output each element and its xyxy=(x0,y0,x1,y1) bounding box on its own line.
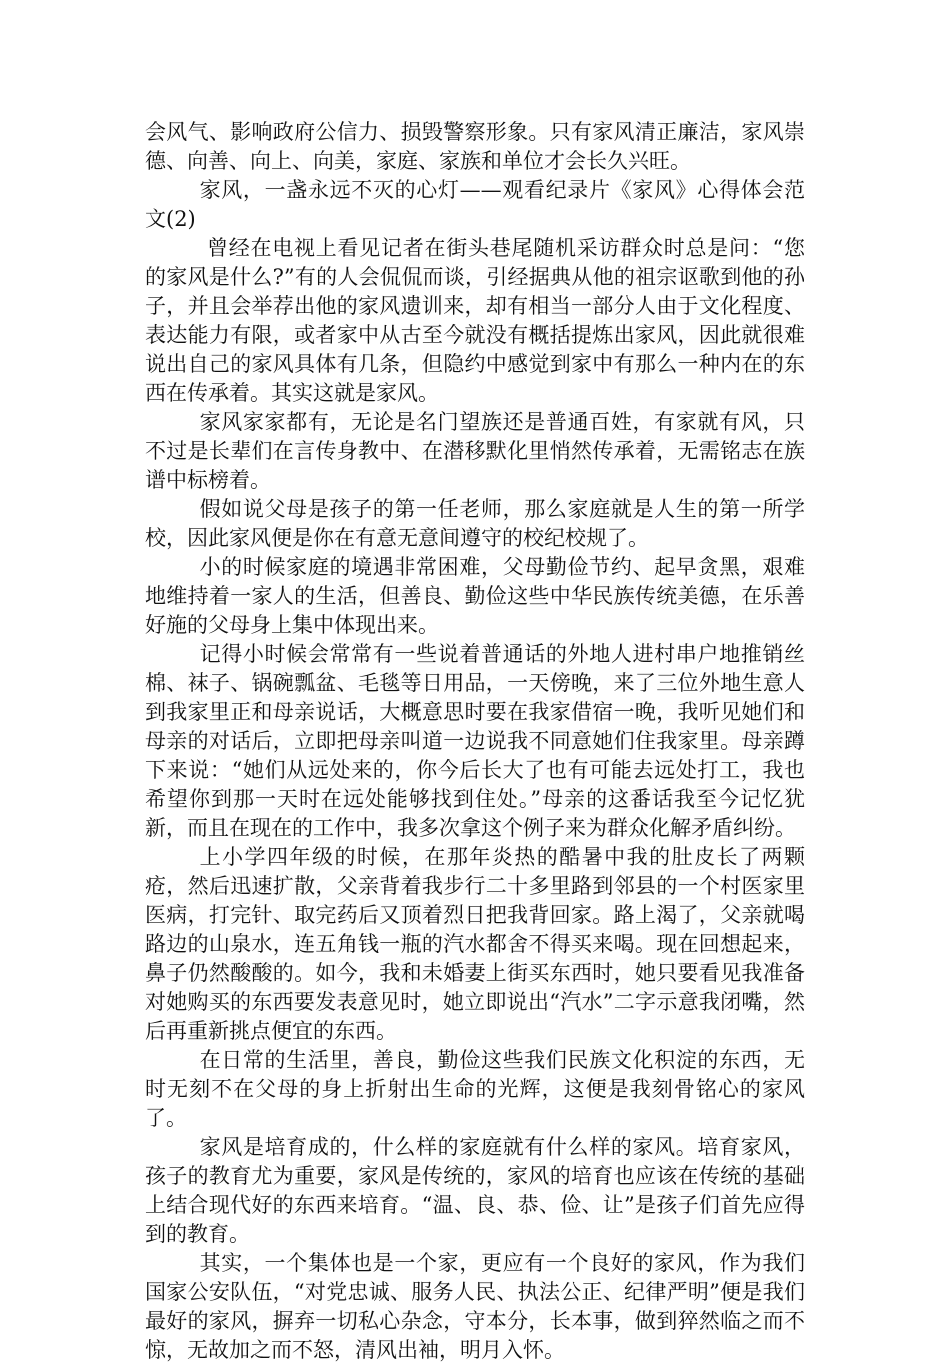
paragraph-cultivation: 家风是培育成的，什么样的家庭就有什么样的家风。培育家风，孩子的教育尤为重要，家风是传统的，家风的培育也应该在传统的基础上结合现代好的东西来培育。“温、良、恭、俭、让”是孩子们首先应得到的教育。 xyxy=(145,1135,805,1246)
paragraph-visitors: 记得小时候会常常有一些说着普通话的外地人进村串户地推销丝棉、袜子、锅碗瓢盆、毛毯等日用品，一天傍晚，来了三位外地生意人到我家里正和母亲说话，大概意思时要在我家借宿一晚，我听见她们和母亲的对话后，立即把母亲叫道一边说我不同意她们住我家里。母亲蹲下来说：“她们从远处来的，你今后长大了也有可能去远处打工，我也希望你到那一天时在远处能够找到住处。”母亲的这番话我至今记忆犹新，而且在现在的工作中，我多次拿这个例子来为群众化解矛盾纠纷。 xyxy=(145,642,805,840)
section-heading: 家风，一盏永远不灭的心灯——观看纪录片《家风》心得体会范文(2) xyxy=(145,178,805,231)
document-page xyxy=(145,118,805,1365)
paragraph-daily-life: 在日常的生活里，善良，勤俭这些我们民族文化积淀的东西，无时无刻不在父母的身上折射出生命的光辉，这便是我刻骨铭心的家风了。 xyxy=(145,1048,805,1130)
paragraph-interview: 曾经在电视上看见记者在街头巷尾随机采访群众时总是问：“您的家风是什么?”有的人会侃侃而谈，引经据典从他的祖宗讴歌到他的孙子，并且会举荐出他的家风遗训来，却有相当一部分人由于文化程度、表达能力有限，或者家中从古至今就没有概括提炼出家风，因此就很难说出自己的家风具体有几条，但隐约中感觉到家中有那么一种内在的东西在传承着。其实这就是家风。 xyxy=(145,236,805,405)
paragraph-childhood: 小的时候家庭的境遇非常困难，父母勤俭节约、起早贪黑，艰难地维持着一家人的生活，但善良、勤俭这些中华民族传统美德，在乐善好施的父母身上集中体现出来。 xyxy=(145,555,805,637)
paragraph-every-family: 家风家家都有，无论是名门望族还是普通百姓，有家就有风，只不过是长辈们在言传身教中、在潜移默化里悄然传承着，无需铭志在族谱中标榜着。 xyxy=(145,410,805,492)
paragraph-first-teacher: 假如说父母是孩子的第一任老师，那么家庭就是人生的第一所学校，因此家风便是你在有意无意间遵守的校纪校规了。 xyxy=(145,497,805,550)
paragraph-collective: 其实，一个集体也是一个家，更应有一个良好的家风，作为我们国家公安队伍，“对党忠诚、服务人民、执法公正、纪律严明”便是我们最好的家风，摒弃一切私心杂念，守本分，长本事，做到猝然临之而不惊，无故加之而不怒，清风出袖，明月入怀。 xyxy=(145,1251,805,1362)
paragraph-father: 上小学四年级的时候，在那年炎热的酷暑中我的肚皮长了两颗疮，然后迅速扩散，父亲背着我步行二十多里路到邻县的一个村医家里医病，打完针、取完药后又顶着烈日把我背回家。路上渴了，父亲就喝路边的山泉水，连五角钱一瓶的汽水都舍不得买来喝。现在回想起来，鼻子仍然酸酸的。如今，我和未婚妻上街买东西时，她只要看见我准备对她购买的东西要发表意见时，她立即说出“汽水”二字示意我闭嘴，然后再重新挑点便宜的东西。 xyxy=(145,845,805,1043)
paragraph-continuation: 会风气、影响政府公信力、损毁警察形象。只有家风清正廉洁，家风崇德、向善、向上、向美，家庭、家族和单位才会长久兴旺。 xyxy=(145,120,805,173)
